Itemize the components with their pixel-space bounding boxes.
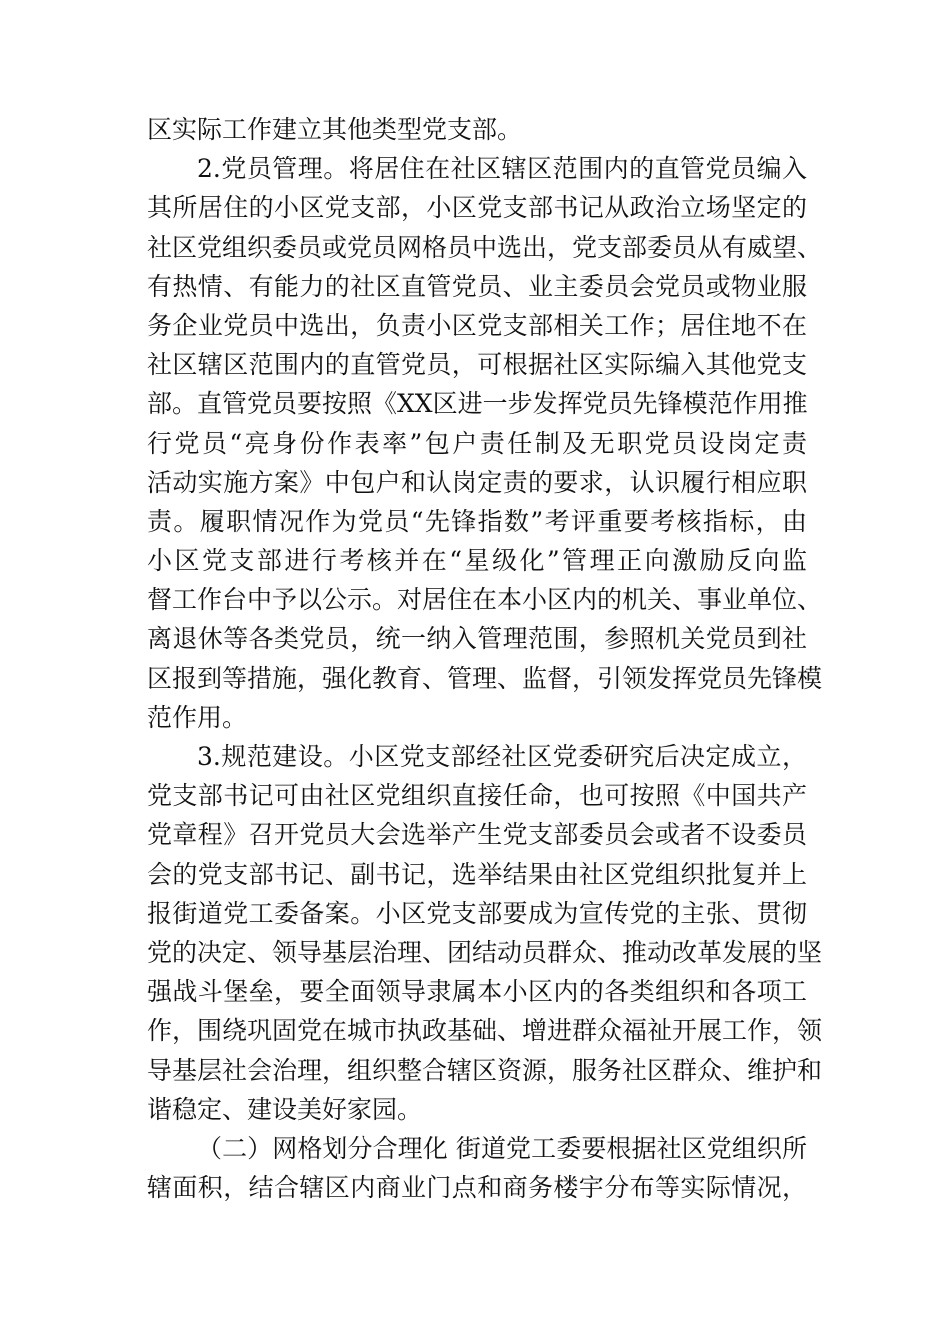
text-line: 部。直管党员要按照《XX区进一步发挥党员先锋模范作用推 xyxy=(147,389,808,419)
text-line: 导基层社会治理，组织整合辖区资源，服务社区群众、维护和 xyxy=(147,1055,823,1085)
text-line: 报街道党工委备案。小区党支部要成为宣传党的主张、贯彻 xyxy=(147,898,807,928)
text-line: 督工作台中予以公示。对居住在本小区内的机关、事业单位、 xyxy=(147,585,823,615)
text-line: 区报到等措施，强化教育、管理、监督，引领发挥党员先锋模 xyxy=(147,663,823,693)
text-line: 离退休等各类党员，统一纳入管理范围，参照机关党员到社 xyxy=(147,624,807,654)
text-line: 党章程》召开党员大会选举产生党支部委员会或者不设委员 xyxy=(147,820,807,850)
text-line: 行党员“亮身份作表率”包户责任制及无职党员设岗定责 xyxy=(147,428,807,458)
text-line: 党支部书记可由社区党组织直接任命，也可按照《中国共产 xyxy=(147,781,807,811)
text-line: 区实际工作建立其他类型党支部。 xyxy=(147,115,523,144)
text-line: 社区辖区范围内的直管党员，可根据社区实际编入其他党支 xyxy=(147,350,807,380)
text-line: 会的党支部书记、副书记，选举结果由社区党组织批复并上 xyxy=(147,859,807,889)
document-body xyxy=(147,110,823,1207)
text-line: 范作用。 xyxy=(147,702,248,732)
text-line: 谐稳定、建设美好家园。 xyxy=(147,1094,423,1124)
text-line: 党的决定、领导基层治理、团结动员群众、推动改革发展的坚 xyxy=(147,937,823,967)
text-line: 作，围绕巩固党在城市执政基础、增进群众福祉开展工作，领 xyxy=(147,1016,823,1046)
text-line: 小区党支部进行考核并在“星级化”管理正向激励反向监 xyxy=(147,546,807,576)
text-line: 活动实施方案》中包户和认岗定责的要求，认识履行相应职 xyxy=(147,467,807,497)
text-line: 辖面积，结合辖区内商业门点和商务楼宇分布等实际情况， xyxy=(147,1173,807,1203)
paragraph-first-line: 2.党员管理。将居住在社区辖区范围内的直管党员编入 xyxy=(197,154,807,184)
text-line: 责。履职情况作为党员“先锋指数”考评重要考核指标，由 xyxy=(147,506,807,536)
text-line: 务企业党员中选出，负责小区党支部相关工作；居住地不在 xyxy=(147,310,807,340)
text-line: 有热情、有能力的社区直管党员、业主委员会党员或物业服 xyxy=(147,271,807,301)
paragraph-first-line: 3.规范建设。小区党支部经社区党委研究后决定成立， xyxy=(197,742,807,771)
text-line: 强战斗堡垒，要全面领导隶属本小区内的各类组织和各项工 xyxy=(147,977,807,1007)
section-heading-line: （二）网格划分合理化 街道党工委要根据社区党组织所 xyxy=(197,1133,807,1163)
text-line: 社区党组织委员或党员网格员中选出，党支部委员从有威望、 xyxy=(147,232,823,262)
text-line: 其所居住的小区党支部，小区党支部书记从政治立场坚定的 xyxy=(147,193,807,223)
